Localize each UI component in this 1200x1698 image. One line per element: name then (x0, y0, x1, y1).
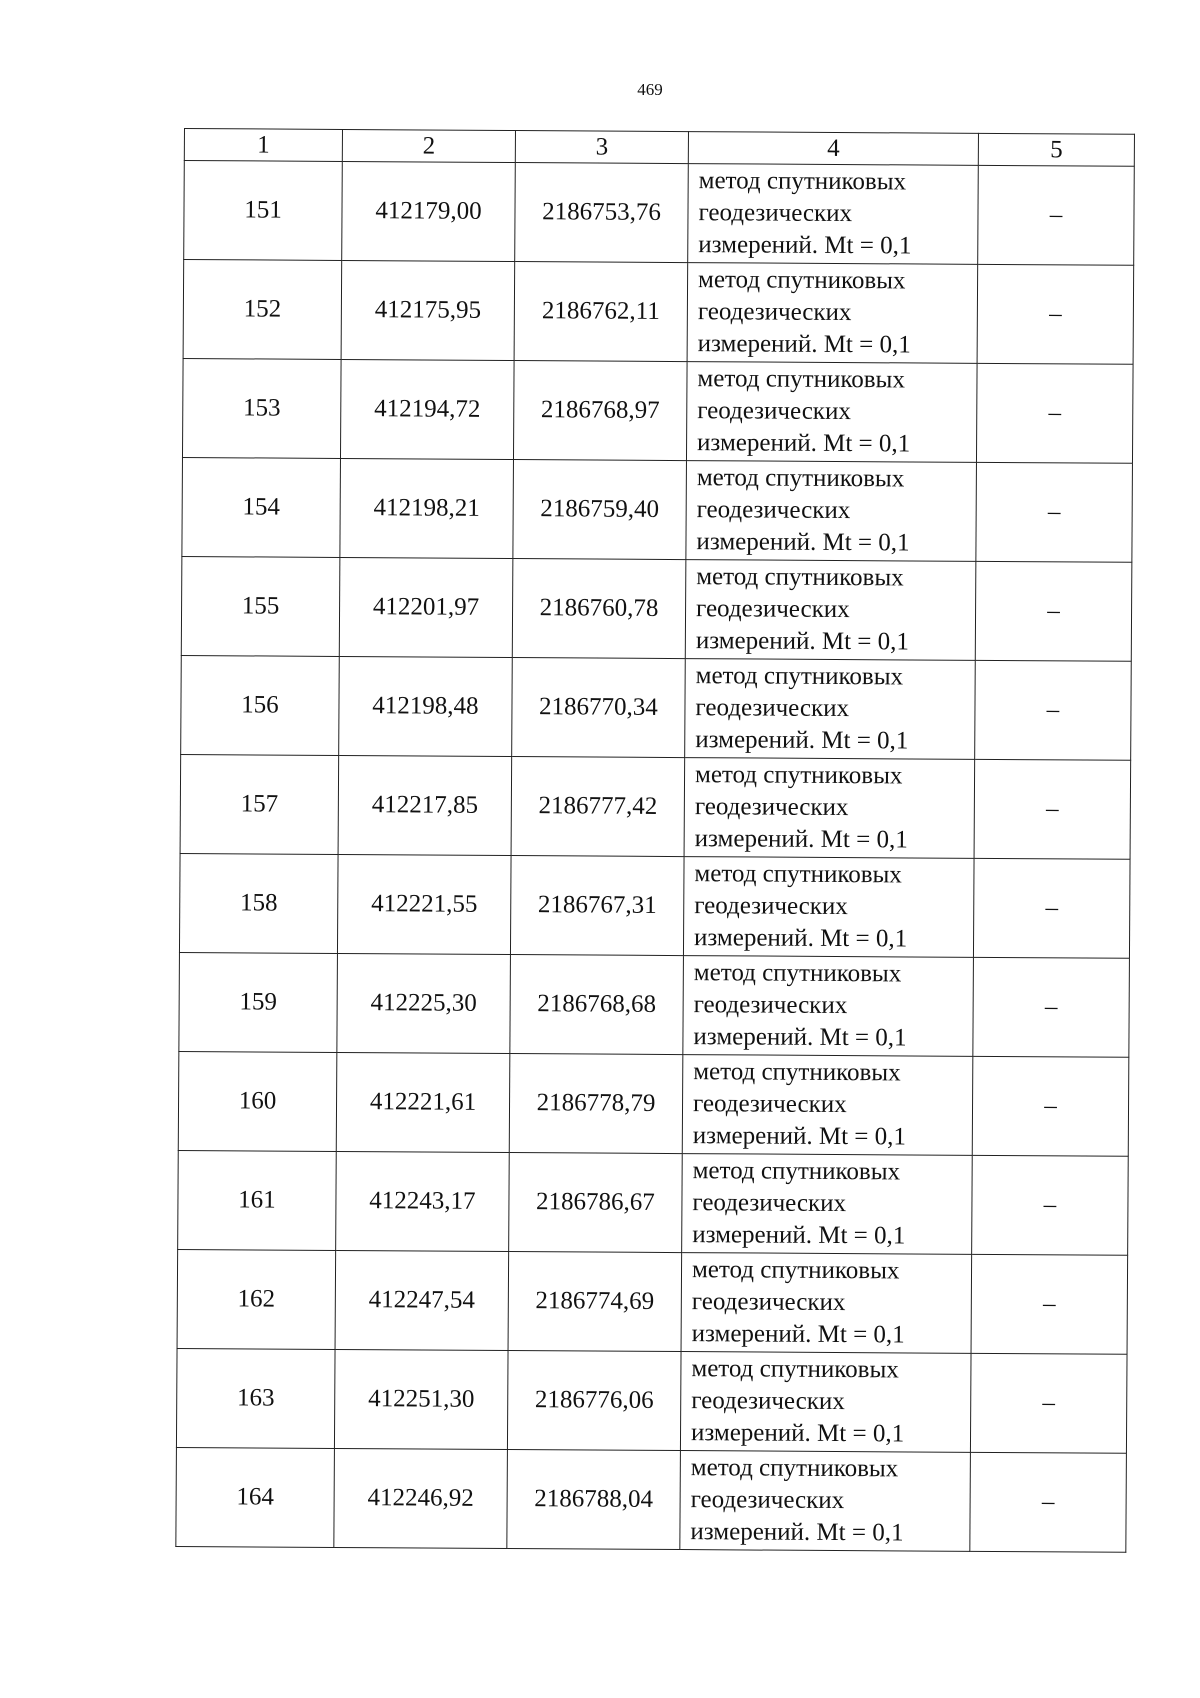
method-line: метод спутниковых (690, 1454, 899, 1483)
x-coordinate-cell: 412198,21 (340, 458, 514, 558)
point-number-cell: 159 (179, 952, 338, 1052)
column-5-cell: – (970, 1353, 1127, 1453)
table-body (176, 161, 1134, 1553)
method-line: метод спутниковых (695, 662, 904, 691)
column-5-cell: – (974, 759, 1131, 859)
y-coordinate-cell: 2186770,34 (512, 658, 686, 758)
method-line: метод спутниковых (694, 761, 903, 790)
method-line: метод спутниковых (691, 1256, 900, 1285)
method-line: измерений. Mt = 0,1 (690, 1518, 904, 1547)
method-line: геодезических (694, 892, 848, 921)
table-row (183, 260, 1134, 365)
x-coordinate-cell: 412198,48 (339, 656, 513, 756)
method-line: геодезических (697, 298, 852, 327)
column-5-cell: – (971, 1254, 1128, 1354)
method-line: метод спутниковых (691, 1355, 899, 1384)
y-coordinate-cell: 2186778,79 (509, 1054, 683, 1154)
x-coordinate-cell: 412194,72 (340, 359, 514, 459)
y-coordinate-cell: 2186753,76 (515, 163, 689, 263)
method-line: геодезических (692, 1090, 847, 1119)
method-line: геодезических (691, 1387, 845, 1416)
table-row (176, 1447, 1127, 1552)
x-coordinate-cell: 412217,85 (338, 755, 512, 855)
method-line: метод спутниковых (694, 860, 902, 889)
x-coordinate-cell: 412201,97 (339, 557, 513, 657)
method-line: геодезических (698, 199, 853, 228)
x-coordinate-cell: 412221,55 (337, 854, 511, 954)
column-header: 2 (342, 129, 515, 162)
column-header: 4 (688, 132, 978, 166)
column-5-cell: – (977, 264, 1134, 364)
y-coordinate-cell: 2186760,78 (512, 559, 686, 659)
method-cell (687, 263, 978, 364)
method-line: метод спутниковых (697, 365, 905, 394)
x-coordinate-cell: 412221,61 (336, 1052, 510, 1152)
column-5-cell: – (975, 660, 1132, 760)
x-coordinate-cell: 412246,92 (334, 1448, 508, 1548)
method-cell (683, 857, 974, 958)
method-cell (680, 1451, 971, 1552)
point-number-cell: 160 (178, 1051, 337, 1151)
x-coordinate-cell: 412179,00 (342, 161, 516, 261)
method-line: измерений. Mt = 0,1 (697, 429, 911, 458)
method-line: измерений. Mt = 0,1 (692, 1221, 906, 1250)
method-line: измерений. Mt = 0,1 (695, 726, 909, 755)
column-5-cell: – (976, 462, 1133, 562)
method-line: геодезических (696, 496, 851, 525)
method-line: измерений. Mt = 0,1 (690, 1419, 905, 1448)
table-row (180, 754, 1131, 859)
table-row (181, 556, 1132, 661)
x-coordinate-cell: 412251,30 (334, 1349, 508, 1449)
method-cell (685, 560, 976, 661)
method-line: измерений. Mt = 0,1 (695, 627, 910, 656)
y-coordinate-cell: 2186768,68 (510, 955, 684, 1055)
point-number-cell: 157 (180, 754, 339, 854)
column-header: 5 (978, 133, 1134, 166)
method-cell (684, 758, 975, 859)
table-row (179, 853, 1130, 958)
method-line: метод спутниковых (696, 563, 904, 592)
method-line: метод спутниковых (698, 167, 907, 196)
table-row (177, 1249, 1128, 1354)
point-number-cell: 156 (181, 655, 340, 755)
method-line: геодезических (694, 793, 849, 822)
coordinates-table (175, 128, 1135, 1553)
method-cell (680, 1352, 971, 1453)
method-line: геодезических (692, 1189, 847, 1218)
method-line: геодезических (697, 397, 851, 426)
column-5-cell: – (973, 858, 1130, 958)
method-cell (683, 956, 974, 1057)
method-line: измерений. Mt = 0,1 (694, 825, 908, 854)
method-line: измерений. Mt = 0,1 (693, 924, 908, 953)
method-line: метод спутниковых (696, 464, 905, 493)
table-row (182, 457, 1133, 562)
page-number: 469 (637, 80, 663, 99)
method-cell (685, 659, 976, 760)
point-number-cell: 162 (177, 1249, 336, 1349)
y-coordinate-cell: 2186786,67 (509, 1153, 683, 1253)
table-row (184, 161, 1135, 266)
y-coordinate-cell: 2186788,04 (507, 1450, 681, 1550)
method-line: измерений. Mt = 0,1 (696, 528, 910, 557)
y-coordinate-cell: 2186768,97 (513, 361, 687, 461)
point-number-cell: 161 (178, 1150, 337, 1250)
point-number-cell: 154 (182, 457, 341, 557)
method-line: геодезических (691, 1288, 846, 1317)
method-cell (686, 461, 977, 562)
method-line: метод спутниковых (692, 1157, 901, 1186)
method-line: геодезических (695, 694, 850, 723)
table-row (182, 358, 1133, 463)
table-row (179, 952, 1130, 1057)
column-header: 3 (515, 131, 688, 164)
y-coordinate-cell: 2186759,40 (513, 460, 687, 560)
point-number-cell: 158 (179, 853, 338, 953)
x-coordinate-cell: 412243,17 (336, 1151, 510, 1251)
table-row (178, 1150, 1129, 1255)
point-number-cell: 153 (182, 358, 341, 458)
table-row (178, 1051, 1129, 1156)
method-line: измерений. Mt = 0,1 (692, 1122, 907, 1151)
column-5-cell: – (972, 1056, 1129, 1156)
column-5-cell: – (973, 957, 1130, 1057)
point-number-cell: 163 (176, 1348, 335, 1448)
y-coordinate-cell: 2186774,69 (508, 1252, 682, 1352)
method-line: геодезических (695, 595, 850, 624)
method-line: измерений. Mt = 0,1 (691, 1320, 905, 1349)
table-row (181, 655, 1132, 760)
method-cell (682, 1154, 973, 1255)
point-number-cell: 151 (184, 161, 343, 261)
y-coordinate-cell: 2186767,31 (510, 856, 684, 956)
point-number-cell: 152 (183, 260, 342, 360)
method-line: измерений. Mt = 0,1 (698, 231, 912, 260)
point-number-cell: 164 (176, 1447, 335, 1547)
y-coordinate-cell: 2186776,06 (507, 1351, 681, 1451)
method-line: метод спутниковых (698, 266, 906, 295)
column-5-cell: – (970, 1452, 1127, 1552)
table-row (176, 1348, 1127, 1453)
y-coordinate-cell: 2186777,42 (511, 757, 685, 857)
column-5-cell: – (978, 165, 1135, 265)
x-coordinate-cell: 412247,54 (335, 1250, 509, 1350)
method-line: метод спутниковых (693, 959, 902, 988)
method-line: измерений. Mt = 0,1 (693, 1023, 907, 1052)
method-cell (686, 362, 977, 463)
method-line: геодезических (693, 991, 848, 1020)
method-cell (688, 164, 979, 265)
column-5-cell: – (976, 363, 1133, 463)
method-cell (681, 1253, 972, 1354)
column-header: 1 (184, 129, 342, 162)
x-coordinate-cell: 412225,30 (337, 953, 511, 1053)
y-coordinate-cell: 2186762,11 (514, 262, 688, 362)
method-line: метод спутниковых (693, 1058, 901, 1087)
column-5-cell: – (972, 1155, 1129, 1255)
column-5-cell: – (975, 561, 1132, 661)
method-line: измерений. Mt = 0,1 (697, 330, 911, 359)
point-number-cell: 155 (181, 556, 340, 656)
x-coordinate-cell: 412175,95 (341, 260, 515, 360)
method-line: геодезических (690, 1486, 845, 1515)
method-cell (682, 1055, 973, 1156)
